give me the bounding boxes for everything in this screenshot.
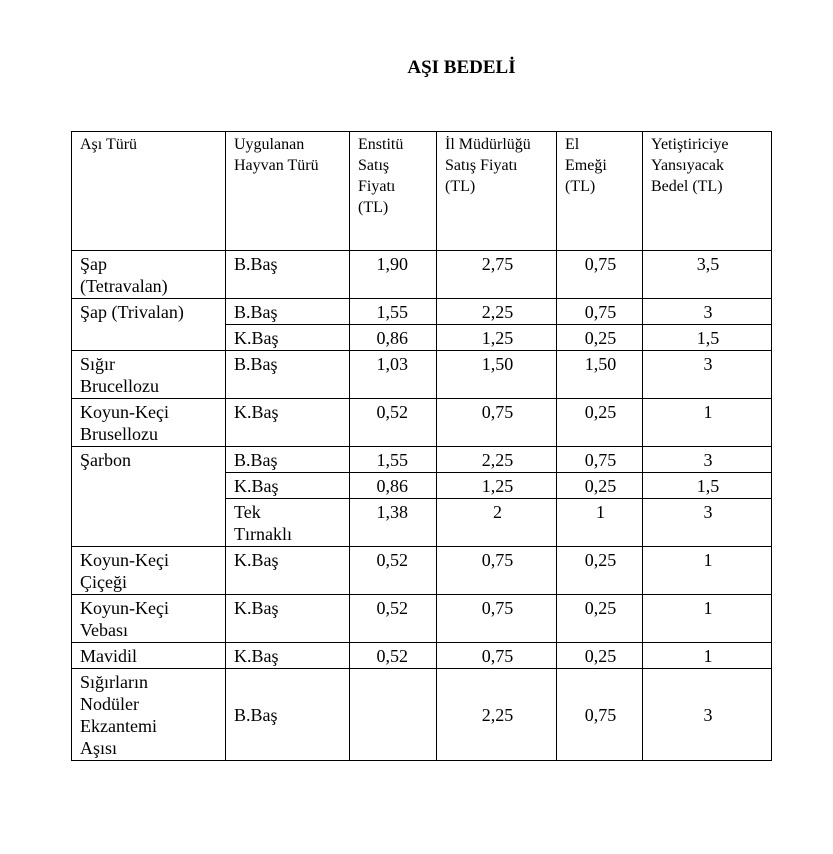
institute-price: 1,38 bbox=[350, 499, 437, 547]
labor-cost: 0,75 bbox=[557, 251, 643, 299]
farmer-cost: 1 bbox=[643, 547, 772, 595]
institute-price: 1,03 bbox=[350, 351, 437, 399]
farmer-cost: 1 bbox=[643, 643, 772, 669]
vaccine-name: Şarbon bbox=[72, 447, 226, 547]
labor-cost: 0,25 bbox=[557, 643, 643, 669]
directorate-price: 0,75 bbox=[437, 399, 557, 447]
table-row bbox=[72, 299, 772, 325]
labor-cost: 1 bbox=[557, 499, 643, 547]
labor-cost: 0,25 bbox=[557, 473, 643, 499]
directorate-price: 0,75 bbox=[437, 547, 557, 595]
table-row bbox=[72, 547, 772, 595]
header-animal-type: Uygulanan Hayvan Türü bbox=[226, 132, 350, 251]
directorate-price: 2,25 bbox=[437, 669, 557, 761]
directorate-price: 1,25 bbox=[437, 325, 557, 351]
table-row bbox=[72, 447, 772, 473]
directorate-price: 2,25 bbox=[437, 447, 557, 473]
header-institute-price: Enstitü Satış Fiyatı (TL) bbox=[350, 132, 437, 251]
animal-type: K.Baş bbox=[226, 547, 350, 595]
directorate-price: 2 bbox=[437, 499, 557, 547]
vaccine-name: Koyun-Keçi Çiçeği bbox=[72, 547, 226, 595]
labor-cost: 0,75 bbox=[557, 299, 643, 325]
animal-type: B.Baş bbox=[226, 447, 350, 473]
vaccine-name: Koyun-Keçi Brusellozu bbox=[72, 399, 226, 447]
directorate-price: 1,25 bbox=[437, 473, 557, 499]
farmer-cost: 3 bbox=[643, 351, 772, 399]
institute-price: 0,52 bbox=[350, 643, 437, 669]
vaccine-name: Koyun-Keçi Vebası bbox=[72, 595, 226, 643]
vaccine-name: Şap (Tetravalan) bbox=[72, 251, 226, 299]
labor-cost: 0,25 bbox=[557, 325, 643, 351]
table-row bbox=[72, 399, 772, 447]
institute-price: 0,86 bbox=[350, 473, 437, 499]
institute-price: 1,55 bbox=[350, 447, 437, 473]
animal-type: Tek Tırnaklı bbox=[226, 499, 350, 547]
farmer-cost: 3 bbox=[643, 669, 772, 761]
labor-cost: 0,75 bbox=[557, 447, 643, 473]
vaccine-name: Sığır Brucellozu bbox=[72, 351, 226, 399]
labor-cost: 1,50 bbox=[557, 351, 643, 399]
table-row bbox=[72, 351, 772, 399]
vaccine-name: Mavidil bbox=[72, 643, 226, 669]
labor-cost: 0,25 bbox=[557, 547, 643, 595]
institute-price: 0,86 bbox=[350, 325, 437, 351]
vaccine-price-table bbox=[71, 131, 772, 761]
table-row bbox=[72, 669, 772, 761]
table-row bbox=[72, 251, 772, 299]
institute-price: 0,52 bbox=[350, 399, 437, 447]
labor-cost: 0,25 bbox=[557, 399, 643, 447]
institute-price: 1,90 bbox=[350, 251, 437, 299]
institute-price: 0,52 bbox=[350, 547, 437, 595]
page-title: AŞI BEDELİ bbox=[407, 57, 516, 78]
labor-cost: 0,25 bbox=[557, 595, 643, 643]
directorate-price: 1,50 bbox=[437, 351, 557, 399]
farmer-cost: 3 bbox=[643, 299, 772, 325]
labor-cost: 0,75 bbox=[557, 669, 643, 761]
directorate-price: 0,75 bbox=[437, 595, 557, 643]
institute-price bbox=[350, 669, 437, 761]
animal-type: B.Baş bbox=[226, 669, 350, 761]
directorate-price: 0,75 bbox=[437, 643, 557, 669]
animal-type: K.Baş bbox=[226, 473, 350, 499]
animal-type: B.Baş bbox=[226, 351, 350, 399]
directorate-price: 2,75 bbox=[437, 251, 557, 299]
farmer-cost: 3 bbox=[643, 499, 772, 547]
animal-type: K.Baş bbox=[226, 643, 350, 669]
farmer-cost: 1,5 bbox=[643, 473, 772, 499]
animal-type: B.Baş bbox=[226, 251, 350, 299]
animal-type: K.Baş bbox=[226, 325, 350, 351]
institute-price: 1,55 bbox=[350, 299, 437, 325]
table-row bbox=[72, 595, 772, 643]
animal-type: K.Baş bbox=[226, 595, 350, 643]
farmer-cost: 1,5 bbox=[643, 325, 772, 351]
header-directorate-price: İl Müdürlüğü Satış Fiyatı (TL) bbox=[437, 132, 557, 251]
institute-price: 0,52 bbox=[350, 595, 437, 643]
directorate-price: 2,25 bbox=[437, 299, 557, 325]
header-farmer-cost: Yetiştiriciye Yansıyacak Bedel (TL) bbox=[643, 132, 772, 251]
header-vaccine-type: Aşı Türü bbox=[72, 132, 226, 251]
vaccine-name: Şap (Trivalan) bbox=[72, 299, 226, 351]
farmer-cost: 1 bbox=[643, 399, 772, 447]
table-header-row bbox=[72, 132, 772, 251]
table-row bbox=[72, 643, 772, 669]
animal-type: K.Baş bbox=[226, 399, 350, 447]
farmer-cost: 3 bbox=[643, 447, 772, 473]
header-labor: El Emeği (TL) bbox=[557, 132, 643, 251]
farmer-cost: 3,5 bbox=[643, 251, 772, 299]
animal-type: B.Baş bbox=[226, 299, 350, 325]
farmer-cost: 1 bbox=[643, 595, 772, 643]
vaccine-name: Sığırların Nodüler Ekzantemi Aşısı bbox=[72, 669, 226, 761]
